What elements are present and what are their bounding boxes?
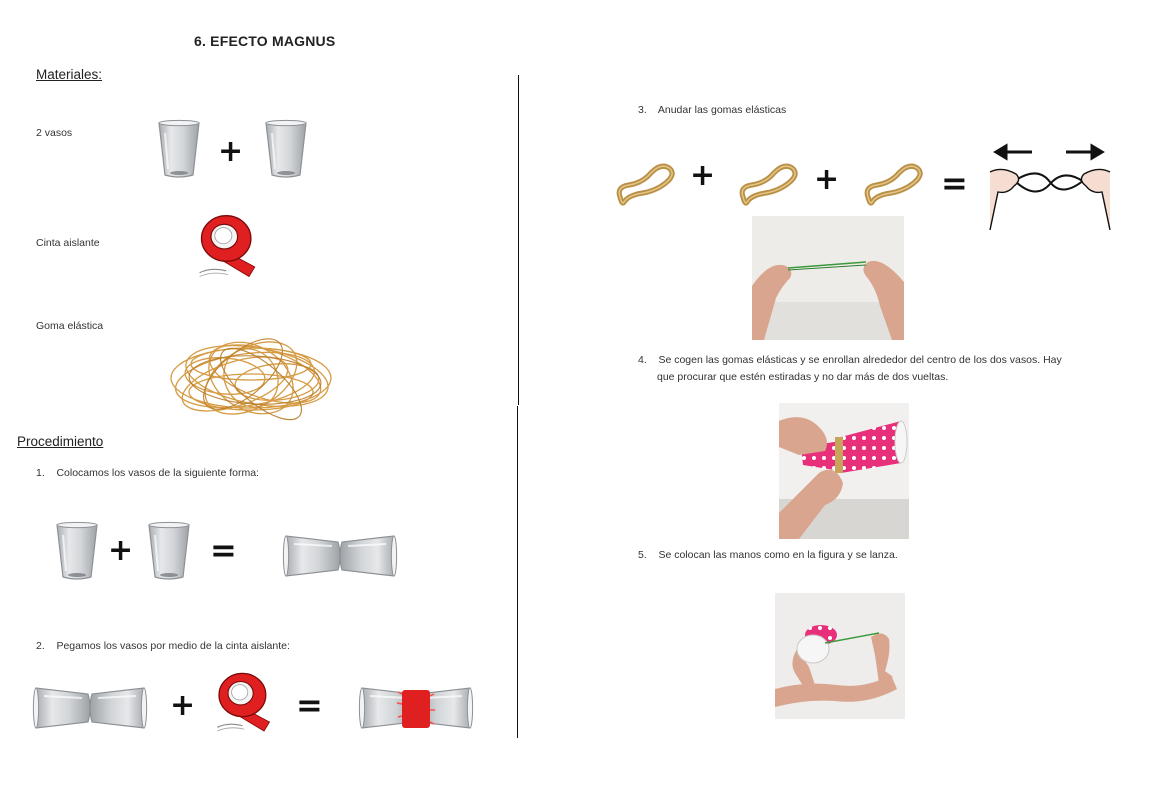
rubber-band-icon	[614, 160, 676, 206]
step-5	[638, 547, 898, 564]
insulating-tape-icon	[192, 210, 268, 286]
equals-icon: =	[941, 164, 968, 202]
insulating-tape-icon	[210, 668, 282, 740]
step-2	[36, 638, 290, 655]
step-3	[638, 102, 786, 119]
step-number: 4.	[638, 354, 647, 366]
plus-icon: +	[170, 688, 196, 723]
page-title: 6. EFECTO MAGNUS	[194, 33, 336, 49]
rubber-band-icon	[862, 160, 924, 206]
step-number: 1.	[36, 467, 45, 479]
plus-icon: +	[690, 158, 716, 193]
photo-launch-position	[775, 593, 905, 719]
materials-heading: Materiales:	[36, 67, 103, 82]
photo-wrapping-bands	[779, 403, 909, 539]
photo-hands-stretching-band	[752, 216, 904, 340]
plastic-cup-icon	[55, 521, 99, 581]
column-divider-top	[518, 75, 519, 405]
rubber-bands-icon	[165, 334, 337, 422]
hands-stretching-icon	[988, 142, 1112, 232]
material-label-bands: Goma elástica	[36, 320, 104, 332]
material-label-tape: Cinta aislante	[36, 237, 100, 249]
column-divider-bottom	[517, 406, 518, 738]
step-1	[36, 465, 259, 482]
step-text-continued: que procurar que estén estiradas y no dar más de dos vueltas.	[657, 371, 949, 383]
cups-joined-icon	[280, 532, 400, 580]
step-4	[638, 352, 1062, 386]
step-text: Se colocan las manos como en la figura y se lanza.	[658, 549, 898, 561]
material-label-cups: 2 vasos	[36, 127, 73, 139]
plus-icon: +	[108, 533, 134, 568]
step-text: Se cogen las gomas elásticas y se enrollan alrededor del centro de los dos vasos. Hay	[658, 354, 1062, 366]
plastic-cup-icon	[157, 119, 201, 179]
cups-taped-icon	[356, 684, 476, 732]
equals-icon: =	[296, 686, 323, 724]
step-number: 5.	[638, 549, 647, 561]
procedure-heading: Procedimiento	[17, 434, 104, 449]
plastic-cup-icon	[264, 119, 308, 179]
step-number: 3.	[638, 104, 647, 116]
step-number: 2.	[36, 640, 45, 652]
plus-icon: +	[218, 134, 244, 169]
step-text: Colocamos los vasos de la siguiente forma:	[56, 467, 259, 479]
plastic-cup-icon	[147, 521, 191, 581]
plus-icon: +	[814, 162, 840, 197]
step-text: Anudar las gomas elásticas	[657, 104, 787, 116]
step-text: Pegamos los vasos por medio de la cinta aislante:	[56, 640, 290, 652]
cups-joined-icon	[30, 684, 150, 732]
rubber-band-icon	[737, 160, 799, 206]
equals-icon: =	[210, 531, 237, 569]
